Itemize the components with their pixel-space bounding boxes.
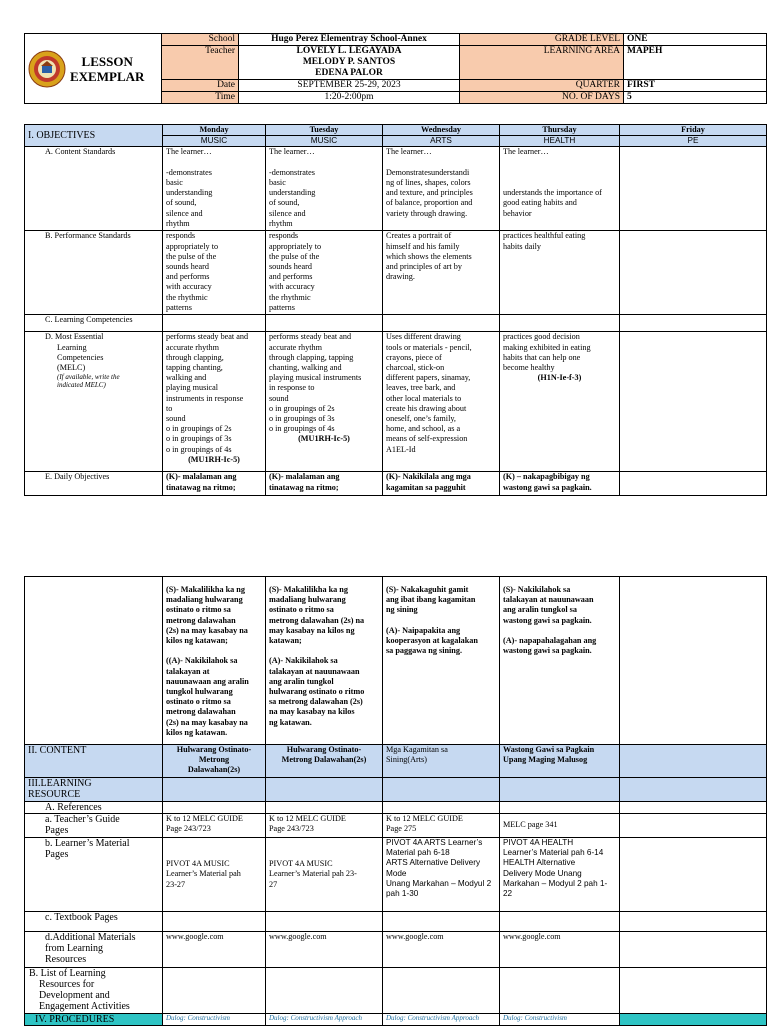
lesson-header-table [24, 33, 767, 104]
teachers-guide-label: a. Teacher’s Guide Pages [25, 814, 163, 838]
daily-objective-cell: (K)- malalaman ang tinatawag na ritmo; [163, 472, 266, 496]
melc-label-cell [25, 332, 163, 472]
melc-text: performs steady beat and accurate rhythm through clapping, tapping chanting, walking and playing musical instruments in response to sound o in groupings of 2s o in groupings of 3s o in groupings of 4s [269, 332, 362, 434]
learners-material-label: b. Learner’s Material Pages [25, 838, 163, 912]
logo-title-cell [25, 34, 162, 104]
teacher-label: Teacher [162, 46, 239, 80]
performance-standards-cell: Creates a portrait of himself and his family which shows the elements and principles of art by drawing. [383, 231, 500, 315]
performance-standards-label: B. Performance Standards [25, 231, 163, 315]
day-header: Friday [620, 125, 767, 136]
procedure-approach: Dulog: Constructivism Approach [383, 1014, 500, 1026]
content-standards-cell: The learner… Demonstratesunderstandi ng of lines, shapes, colors and texture, and principles of balance, proportion and variety through drawing. [383, 147, 500, 231]
teacher-name: MELODY P. SANTOS [302, 57, 396, 67]
references-label: A. References [25, 802, 163, 814]
subject-header: ARTS [383, 136, 500, 147]
additional-materials-cell: www.google.com [266, 932, 383, 968]
teacher-name: EDENA PALOR [315, 68, 383, 78]
objectives-section-title: I. OBJECTIVES [25, 125, 163, 147]
learners-material-cell [620, 838, 767, 912]
date-label: Date [162, 80, 239, 92]
teachers-guide-cell: MELC page 341 [500, 814, 620, 838]
content-standards-cell [620, 147, 767, 231]
continuation-table [24, 576, 767, 1026]
teachers-guide-cell: K to 12 MELC GUIDE Page 243/723 [163, 814, 266, 838]
daily-objective-continued: (S)- Makalilikha ka ng madaliang hulwarang ostinato o ritmo sa metrong dalawahan (2s) na may kasabay na kilos ng katawan; (A)- Nakikilahok sa talakayan at nauunawaan ang aralin tungkol hulwarang ostinato o ritmo sa metrong dalawahan (2s) na may kasabay na kilos ng katawan. [266, 577, 383, 745]
melc-cell [163, 332, 266, 472]
textbook-pages-label: c. Textbook Pages [25, 912, 163, 932]
content-topic-cell: Hulwarang Ostinato- Metrong Dalawahan(2s) [163, 745, 266, 778]
grade-level-label: GRADE LEVEL [460, 34, 624, 46]
daily-objective-continued: (S)- Nakikilahok sa talakayan at nauunawaan ang aralin tungkol sa wastong gawi sa pagkain. (A)- napapahalagahan ang wastong gawi sa pagkain. [500, 577, 620, 745]
content-standards-label: A. Content Standards [25, 147, 163, 231]
performance-standards-cell: responds appropriately to the pulse of the sounds heard and performs with accuracy the rhythmic patterns [266, 231, 383, 315]
daily-objective-cell: (K)- malalaman ang tinatawag na ritmo; [266, 472, 383, 496]
quarter-value: FIRST [624, 80, 767, 92]
content-topic-cell: Wastong Gawi sa Pagkain Upang Maging Malusog [500, 745, 620, 778]
content-standards-cell: The learner… understands the importance of good eating habits and behavior [500, 147, 620, 231]
procedure-approach: Dulog: Constructivism [163, 1014, 266, 1026]
melc-text: Uses different drawing tools or materials - pencil, crayons, piece of charcoal, stick-on different papers, sinamay, leaves, tree bark, and other local materials to create his drawing about oneself, one’s family, home, and school, as a means of self-expression A1EL-Id [386, 332, 472, 454]
learning-resource-title: III.LEARNING RESOURCE [25, 778, 163, 802]
melc-label: D. Most Essential Learning Competencies (MELC) [45, 332, 104, 373]
daily-objective-continued: (S)- Nakakaguhit gamit ang ibat ibang kagamitan ng sining (A)- Naipapakita ang kooperasyon at kagalakan sa paggawa ng sining. [383, 577, 500, 745]
learning-competencies-label: C. Learning Competencies [25, 315, 163, 332]
learners-material-cell: PIVOT 4A MUSIC Learner’s Material pah 23-27 [163, 838, 266, 912]
melc-cell [620, 332, 767, 472]
melc-note: (If available, write the indicated MELC) [57, 373, 120, 390]
subject-header: MUSIC [163, 136, 266, 147]
procedure-approach: Dulog: Constructivism Approach [266, 1014, 383, 1026]
content-standards-cell: The learner… -demonstrates basic understanding of sound, silence and rhythm [163, 147, 266, 231]
additional-materials-cell: www.google.com [500, 932, 620, 968]
teachers-guide-cell: K to 12 MELC GUIDE Page 243/723 [266, 814, 383, 838]
quarter-label: QUARTER [460, 80, 624, 92]
objectives-table [24, 124, 767, 496]
subject-header: HEALTH [500, 136, 620, 147]
additional-materials-cell: www.google.com [163, 932, 266, 968]
school-value: Hugo Perez Elementray School-Annex [239, 34, 460, 46]
daily-objective-continued: (S)- Makalilikha ka ng madaliang hulwarang ostinato o ritmo sa metrong dalawahan (2s) na may kasabay na kilos ng katawan; ((A)- Nakikilahok sa talakayan at nauunawaan ang aralin tungkol hulwarang ostinato o ritmo sa metrong dalawahan (2s) na may kasabay na kilos ng katawan. [163, 577, 266, 745]
time-label: Time [162, 92, 239, 104]
melc-text: performs steady beat and accurate rhythm through clapping, tapping chanting, walking and playing musical instruments in response to sound o in groupings of 2s o in groupings of 3s o in groupings of 4s [166, 332, 249, 454]
lesson-exemplar-title: LESSON EXEMPLAR [70, 53, 145, 84]
teachers-guide-cell [620, 814, 767, 838]
day-header: Wednesday [383, 125, 500, 136]
grade-level-value: ONE [624, 34, 767, 46]
daily-objective-cell [620, 472, 767, 496]
school-label: School [162, 34, 239, 46]
melc-cell [500, 332, 620, 472]
content-topic-cell: Mga Kagamitan sa Sining(Arts) [383, 745, 500, 778]
teacher-name: LOVELY L. LEGAYADA [296, 46, 402, 56]
additional-materials-cell [620, 932, 767, 968]
subject-header: MUSIC [266, 136, 383, 147]
daily-objectives-label: E. Daily Objectives [25, 472, 163, 496]
additional-materials-label: d.Additional Materials from Learning Resources [25, 932, 163, 968]
content-standards-cell: The learner… -demonstrates basic understanding of sound, silence and rhythm [266, 147, 383, 231]
learners-material-cell: PIVOT 4A MUSIC Learner’s Material pah 23- 27 [266, 838, 383, 912]
days-label: NO. OF DAYS [460, 92, 624, 104]
learning-area-label: LEARNING AREA [460, 46, 624, 80]
day-header: Monday [163, 125, 266, 136]
day-header: Thursday [500, 125, 620, 136]
performance-standards-cell: responds appropriately to the pulse of the sounds heard and performs with accuracy the rhythmic patterns [163, 231, 266, 315]
learning-area-value: MAPEH [624, 46, 767, 80]
content-topic-cell [620, 745, 767, 778]
performance-standards-cell: practices healthful eating habits daily [500, 231, 620, 315]
daily-objective-cell: (K)- Nakikilala ang mga kagamitan sa pagguhit [383, 472, 500, 496]
time-value: 1:20-2:00pm [239, 92, 460, 104]
list-of-resources-label: B. List of Learning Resources for Development and Engagement Activities [25, 968, 163, 1014]
daily-objective-continued [620, 577, 767, 745]
melc-code: (MU1RH-Ic-5) [298, 434, 350, 444]
content-section-title: II. CONTENT [25, 745, 163, 778]
melc-code: (MU1RH-Ic-5) [188, 454, 240, 464]
days-value: 5 [624, 92, 767, 104]
daily-objective-cell: (K) – nakapagbibigay ng wastong gawi sa pagkain. [500, 472, 620, 496]
melc-code: (H1N-Ie-f-3) [537, 373, 582, 383]
teacher-names [239, 46, 460, 80]
performance-standards-cell [620, 231, 767, 315]
subject-header: PE [620, 136, 767, 147]
date-value: SEPTEMBER 25-29, 2023 [239, 80, 460, 92]
learners-material-cell: PIVOT 4A ARTS Learner’s Material pah 6-18 ARTS Alternative Delivery Mode Unang Markahan – Modyul 2 pah 1-30 [383, 838, 500, 912]
additional-materials-cell: www.google.com [383, 932, 500, 968]
melc-cell [383, 332, 500, 472]
learners-material-cell: PIVOT 4A HEALTH Learner’s Material pah 6-14 HEALTH Alternative Delivery Mode Unang Markahan – Modyul 2 pah 1- 22 [500, 838, 620, 912]
deped-seal-icon [28, 50, 66, 88]
melc-text: practices good decision making exhibited in eating habits that can help one become healthy [503, 332, 591, 373]
teachers-guide-cell: K to 12 MELC GUIDE Page 275 [383, 814, 500, 838]
procedure-approach: Dulog: Constructivism [500, 1014, 620, 1026]
content-topic-cell: Hulwarang Ostinato- Metrong Dalawahan(2s) [266, 745, 383, 778]
procedures-section-title: IV. PROCEDURES [25, 1014, 163, 1026]
melc-cell [266, 332, 383, 472]
day-header: Tuesday [266, 125, 383, 136]
